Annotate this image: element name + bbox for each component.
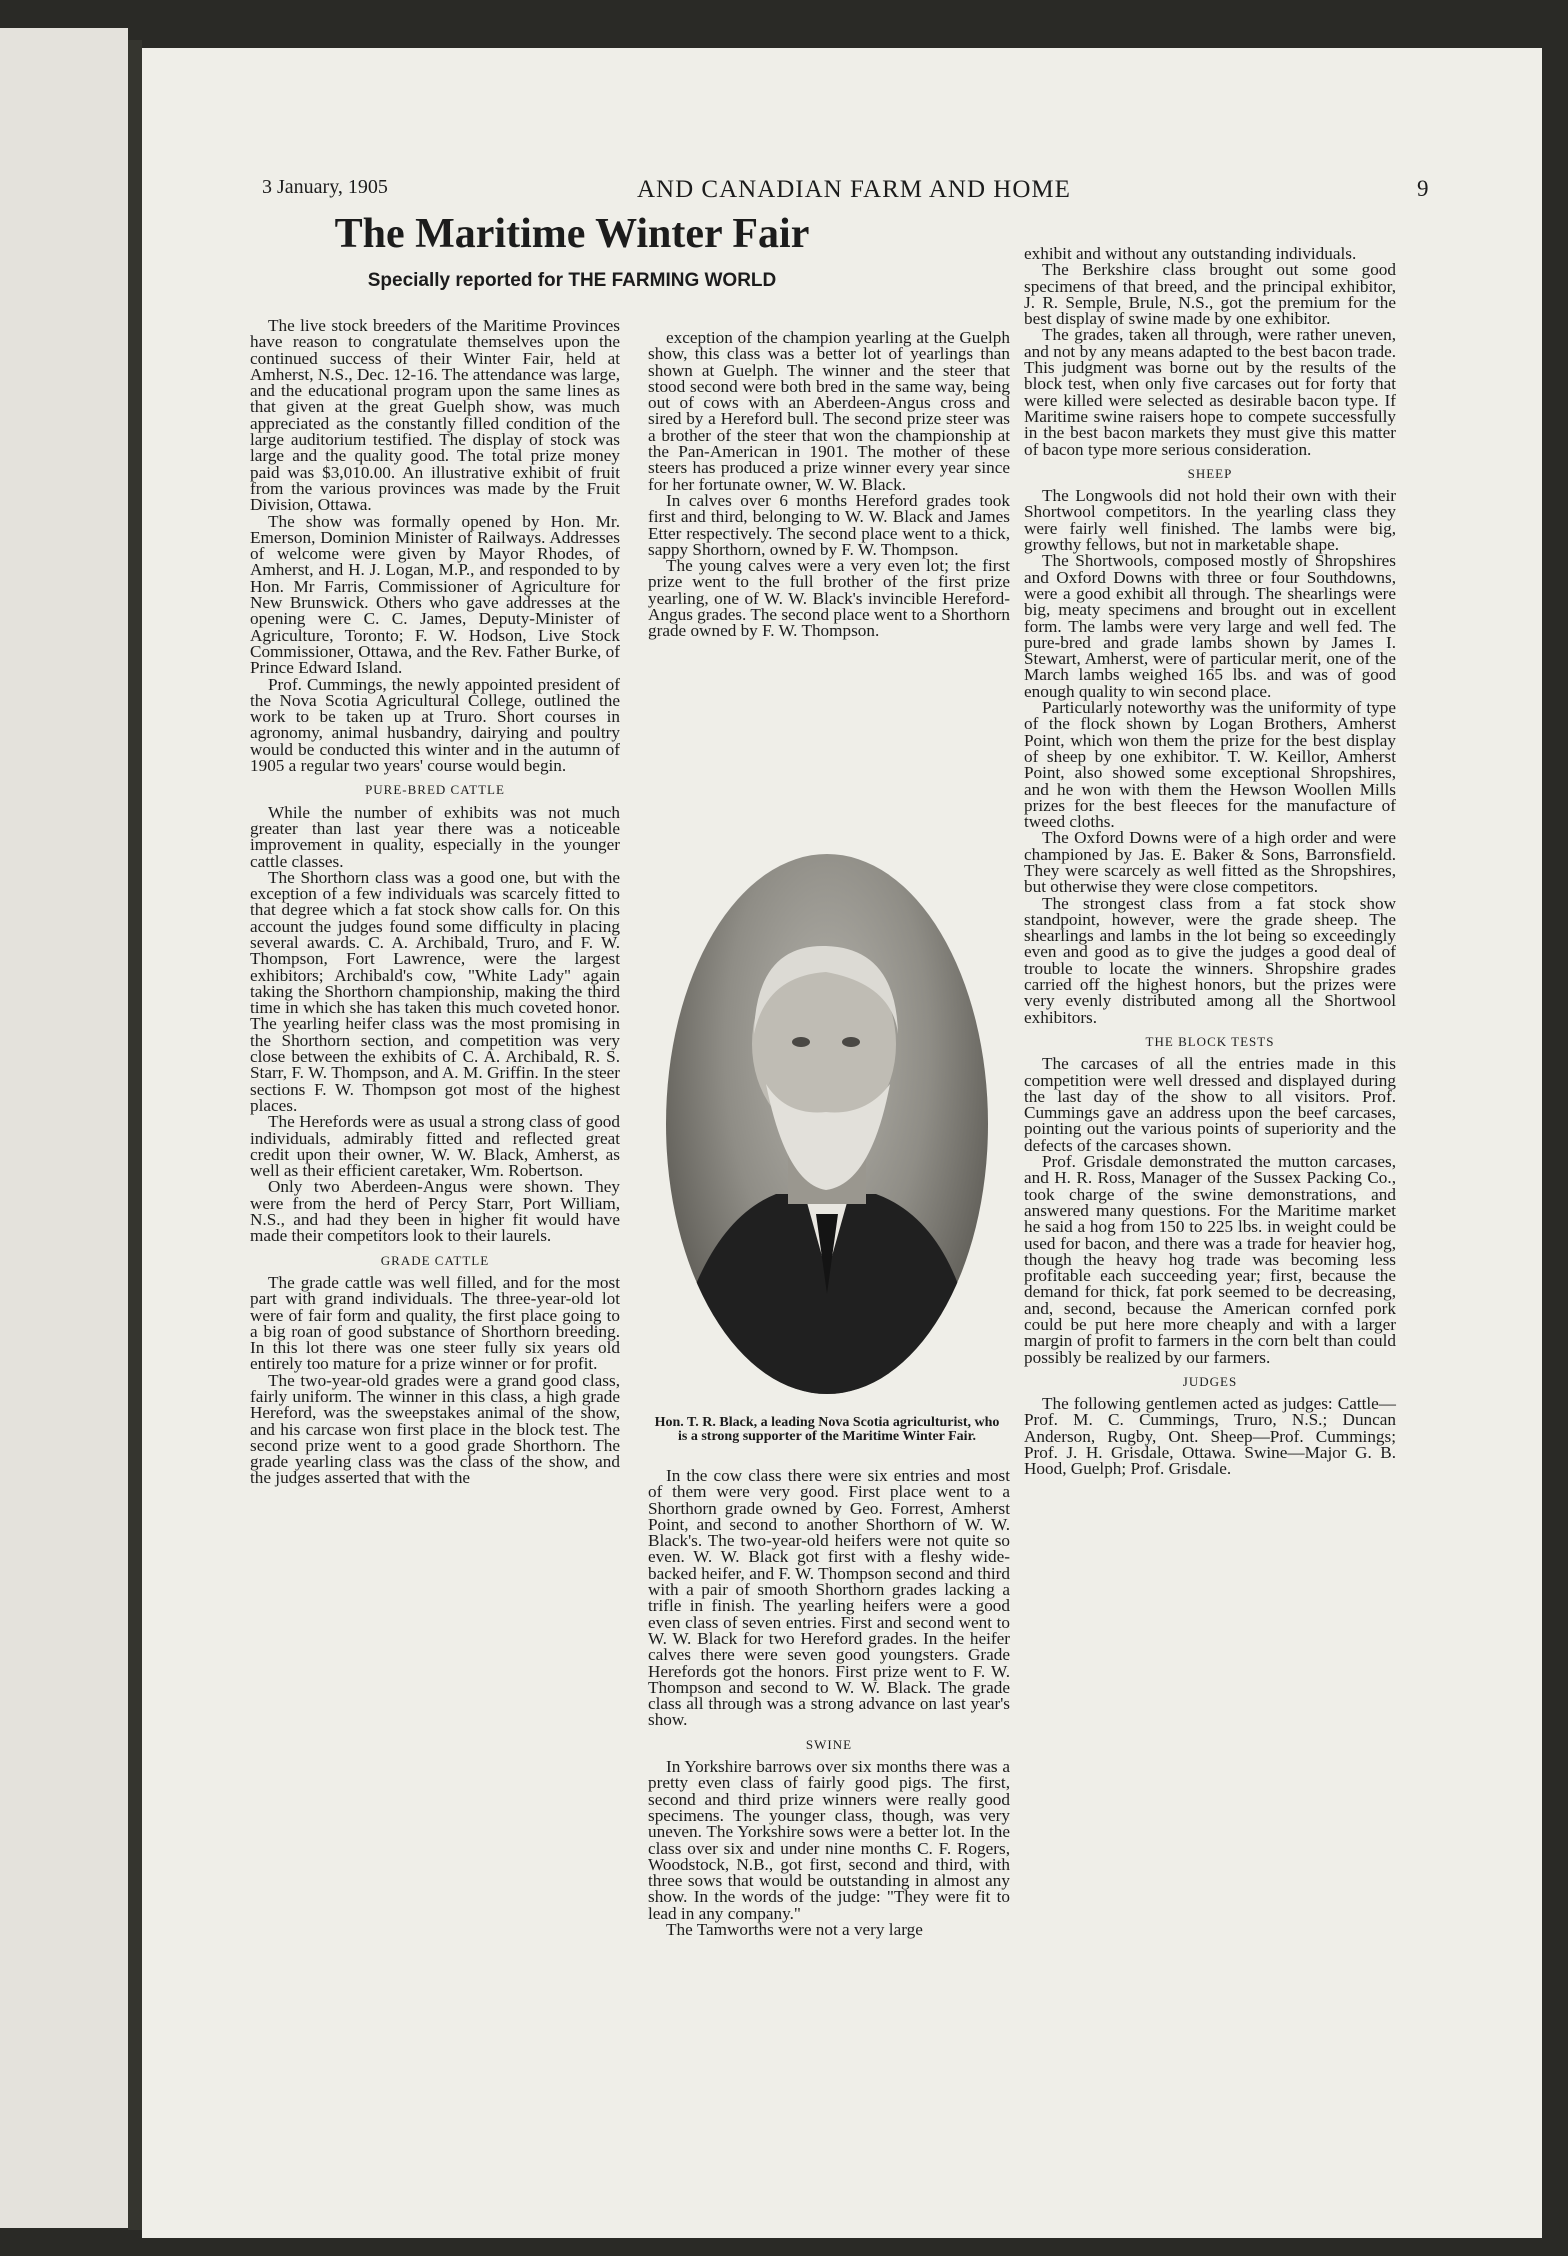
paragraph: The show was formally opened by Hon. Mr. Emerson, Dominion Minister of Railways. Addresses of welcome were given by Mayor Rhodes, of Amherst, and H. J. Logan, M.P., and responded to by Hon. Mr Farris, Commissioner of Agriculture for New Brunswick. Others who gave addresses at the opening were C. C. James, Deputy-Minister of Agriculture, Toronto; F. W. Hodson, Live Stock Commissioner, Ottawa, and the Rev. Father Burke, of Prince Edward Island.	[250, 511, 620, 678]
column-2-bottom	[648, 1468, 1010, 1938]
paragraph: The following gentlemen acted as judges: Cattle—Prof. M. C. Cummings, Truro, N.S.; Duncan Anderson, Rugby, Ont. Sheep—Prof. Cummings; Prof. J. H. Grisdale, Ottawa. Swine—Major G. B. Hood, Guelph; Prof. Grisdale.	[1024, 1394, 1396, 1479]
paragraph: Prof. Cummings, the newly appointed president of the Nova Scotia Agricultural College, outlined the work to be taken up at Truro. Short courses in agronomy, animal husbandry, dairying and poultry would be conducted this winter and in the autumn of 1905 a regular two years' course would begin.	[250, 674, 620, 776]
paragraph: The Longwools did not hold their own with their Shortwool competitors. In the yearling class they were fairly well finished. The lambs were big, growthy fellows, but not in marketable shape.	[1024, 486, 1396, 555]
paragraph: The Oxford Downs were of a high order and were championed by Jas. E. Baker & Sons, Barronsfield. They were scarcely as well fitted as the Shropshires, but otherwise they were close competitors.	[1024, 828, 1396, 897]
paragraph: exhibit and without any outstanding individuals.	[1024, 244, 1357, 263]
adjacent-page-edge	[0, 28, 128, 2228]
paragraph: In the cow class there were six entries and most of them were very good. First place went to a Shorthorn grade owned by Geo. Forrest, Amherst Point, and second to another Shorthorn of W. W. Black's. The two-year-old heifers were not quite so even. W. W. Black got first with a fleshy wide-backed heifer, and F. W. Thompson second and third with a pair of smooth Shorthorn grades lacking a trifle in finish. The yearling heifers were a good even class of seven entries. First and second went to W. W. Black for two Hereford grades. In the heifer calves there were seven good youngsters. Grade Herefords got the honors. First prize went to F. W. Thompson and second to W. W. Black. The grade class all through was a strong advance on last year's show.	[648, 1466, 1010, 1730]
section-heading: JUDGES	[1182, 1373, 1238, 1389]
paragraph: The Herefords were as usual a strong class of good individuals, admirably fitted and reflected great credit upon their owner, W. W. Black, Amherst, as well as their efficient caretaker, Wm. Robertson.	[250, 1112, 620, 1181]
portrait-photo	[666, 854, 988, 1394]
page-number: 9	[1417, 176, 1429, 201]
portrait-figure	[666, 854, 988, 1394]
paragraph: The Tamworths were not a very large	[666, 1920, 923, 1940]
paragraph: The Berkshire class brought out some good specimens of that breed, and the principal exhibitor, J. R. Semple, Brule, N.S., got the premium for the best display of swine made by one exhibitor.	[1024, 260, 1396, 329]
paragraph: Prof. Grisdale demonstrated the mutton carcases, and H. R. Ross, Manager of the Sussex Packing Co., took charge of the swine demonstrations, and answered many questions. For the Maritime market he said a hog from 150 to 225 lbs. in weight could be used for bacon, and there was a trade for heavier hog, though the heavy hog trade was becoming less profitable each succeeding year; first, because the demand for thick, fat pork seemed to be decreasing, and, second, because the American cornfed pork could be put here more cheaply and with a larger margin of profit to farmers in the corn belt than could possibly be realized by our farmers.	[1024, 1152, 1396, 1367]
paragraph: Particularly noteworthy was the uniformity of type of the flock shown by Logan Brothers, Amherst Point, which won them the prize for the best display of sheep by one exhibitor. T. W. Keillor, Amherst Point, also showed some exceptional Shropshires, and he won with them the Hewson Woollen Mills prizes for the best fleeces for the manufacture of tweed cloths.	[1024, 698, 1396, 832]
article-byline: Specially reported for THE FARMING WORLD	[367, 270, 777, 291]
paragraph: The grades, taken all through, were rather uneven, and not by any means adapted to the best bacon trade. This judgment was borne out by the results of the block test, when only five carcases out for forty that were killed were selected as desirable bacon type. If Maritime swine raisers hope to compete successfully in the best bacon markets they must give this matter of bacon type more serious consideration.	[1024, 325, 1396, 459]
page-gutter	[128, 40, 142, 2230]
portrait-caption: Hon. T. R. Black, a leading Nova Scotia agriculturist, who is a strong supporter of the Maritime Winter Fair.	[654, 1415, 1000, 1444]
running-head: AND CANADIAN FARM AND HOME	[637, 176, 1071, 203]
paragraph: The grade cattle was well filled, and for the most part with grand individuals. The three-year-old lot were of fair form and quality, the first place going to a big roan of good substance of Shorthorn breeding. In this lot there was one steer fully six years old entirely too mature for a prize winner or for profit.	[250, 1272, 620, 1374]
column-3	[1024, 246, 1396, 1478]
section-heading: GRADE CATTLE	[380, 1252, 490, 1268]
paragraph: The carcases of all the entries made in this competition were well dressed and displayed during the last day of the show to all visitors. Prof. Cummings gave an address upon the beef carcases, pointing out the various points of superiority and the defects of the carcases shown.	[1024, 1054, 1396, 1155]
paragraph: The Shortwools, composed mostly of Shropshires and Oxford Downs with three or four Southdowns, were a good exhibit all through. The shearlings were big, meaty specimens and brought out in excellent form. The lambs were very large and well fed. The pure-bred and grade lambs shown by James I. Stewart, Amherst, were of particular merit, one of the March lambs weighed 165 lbs. and was of good enough quality to win second place.	[1024, 551, 1396, 701]
paragraph: Only two Aberdeen-Angus were shown. They were from the herd of Percy Starr, Port William, N.S., and had they been in higher fit would have made their competitors look to their laurels.	[250, 1177, 620, 1246]
paragraph: The young calves were a very even lot; the first prize went to the full brother of the first prize yearling, one of W. W. Black's invincible Hereford-Angus grades. The second place went to a Shorthorn grade owned by F. W. Thompson.	[648, 556, 1010, 641]
paragraph: The two-year-old grades were a grand good class, fairly uniform. The winner in this class, a high grade Hereford, was the sweepstakes animal of the show, and his carcase won first place in the block test. The second prize went to a good grade Shorthorn. The grade yearling class was the class of the show, and the judges asserted that with the	[250, 1370, 620, 1488]
section-heading: SHEEP	[1187, 465, 1233, 481]
section-heading: SWINE	[805, 1736, 853, 1752]
section-heading: THE BLOCK TESTS	[1145, 1033, 1275, 1049]
paragraph: The Shorthorn class was a good one, but with the exception of a few individuals was scarcely fitted to that degree which a fat stock show calls for. On this account the judges found some difficulty in placing several awards. C. A. Archibald, Truro, and F. W. Thompson, Fort Lawrence, were the largest exhibitors; Archibald's cow, "White Lady" again taking the Shorthorn championship, making the third time in which she has taken this much coveted honor. The yearling heifer class was the most promising in the Shorthorn section, and competition was very close between the exhibits of C. A. Archibald, R. S. Starr, F. W. Thompson, and A. M. Griffin. In the steer sections F. W. Thompson got most of the highest places.	[250, 867, 620, 1115]
newspaper-page	[142, 48, 1542, 2238]
paragraph: In Yorkshire barrows over six months there was a pretty even class of fairly good pigs. The first, second and third prize winners were really good specimens. The younger class, though, was very uneven. The Yorkshire sows were a better lot. In the class over six and under nine months C. F. Rogers, Woodstock, N.B., got first, second and third, with three sows that would be outstanding in almost any show. In the words of the judge: "They were fit to lead in any company."	[648, 1757, 1010, 1923]
paragraph: In calves over 6 months Hereford grades took first and third, belonging to W. W. Black and James Etter respectively. The second place went to a thick, sappy Shorthorn, owned by F. W. Thompson.	[648, 490, 1010, 559]
paragraph: The strongest class from a fat stock show standpoint, however, were the grade sheep. The shearlings and lambs in the lot being so exceedingly even and good as to give the judges a good deal of trouble to locate the winners. Shropshire grades carried off the highest honors, but the prizes were very evenly distributed among all the Shortwool exhibitors.	[1024, 893, 1396, 1027]
section-heading: PURE-BRED CATTLE	[365, 782, 505, 798]
issue-date: 3 January, 1905	[262, 176, 388, 198]
column-1	[250, 318, 620, 1487]
paragraph: exception of the champion yearling at the Guelph show, this class was a better lot of yearlings than shown at Guelph. The winner and the steer that stood second were both bred in the same way, being out of cows with an Aberdeen-Angus cross and sired by a Hereford bull. The second prize steer was a brother of the steer that won the championship at the Pan-American in 1901. The mother of these steers has produced a prize winner every year since for her fortunate owner, W. W. Black.	[648, 328, 1010, 494]
article-title: The Maritime Winter Fair	[334, 211, 810, 257]
paragraph: While the number of exhibits was not much greater than last year there was a noticeable improvement in quality, especially in the younger cattle classes.	[250, 802, 620, 871]
paragraph: The live stock breeders of the Maritime Provinces have reason to congratulate themselves upon the continued success of their Winter Fair, held at Amherst, N.S., Dec. 12-16. The attendance was large, and the educational program upon the same lines as that given at the great Guelph show, was much appreciated as the constantly filled condition of the large auditorium testified. The display of stock was large and the quality good. The total prize money paid was $3,010.00. An illustrative exhibit of fruit from the various provinces was made by the Fruit Division, Ottawa.	[250, 316, 620, 515]
column-2-top	[648, 330, 1010, 640]
